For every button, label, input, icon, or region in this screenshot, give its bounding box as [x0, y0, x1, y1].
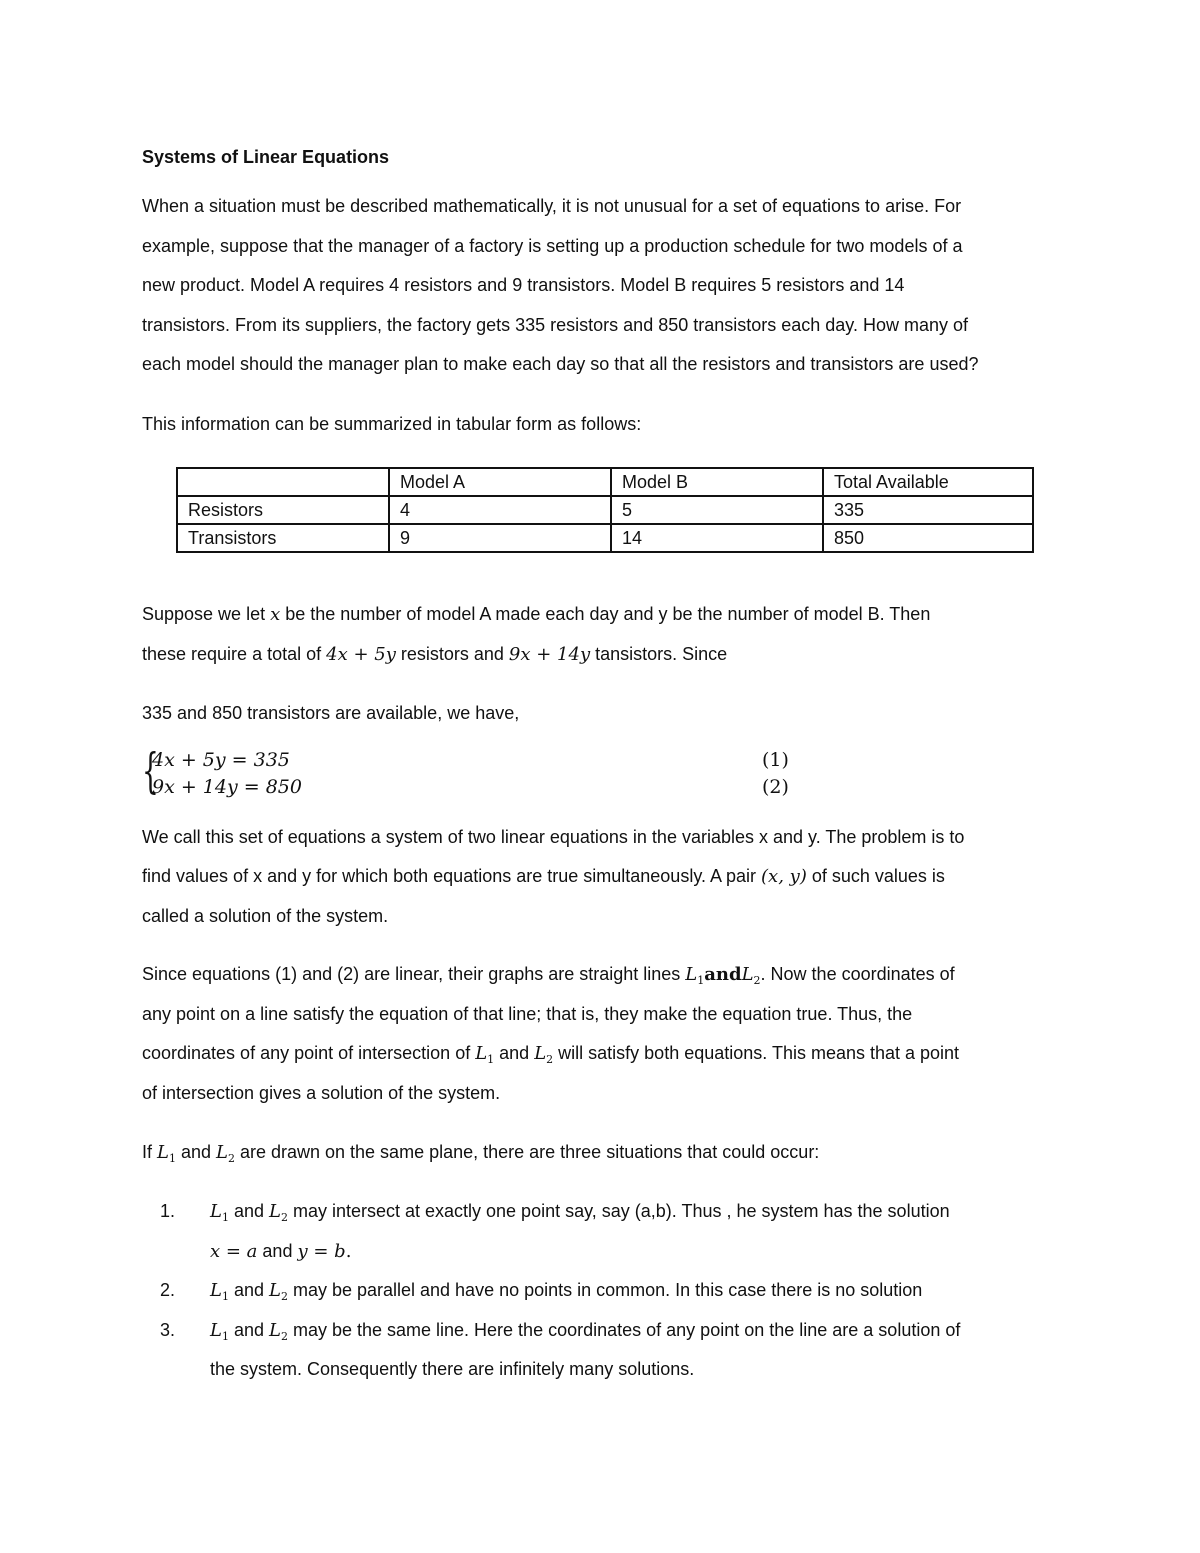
line-symbol: L [685, 964, 698, 985]
text-run: tansistors. Since [590, 644, 728, 664]
subscript: 1 [221, 1330, 229, 1343]
text-run: may intersect at exactly one point say, say (a,b). Thus , he system has the solution [287, 1201, 950, 1221]
math-expression: 4x + 5y [326, 644, 396, 665]
text-run: . [345, 1241, 352, 1262]
table-cell: 5 [611, 496, 823, 524]
table-header-row [177, 468, 1033, 496]
list-item [210, 1279, 922, 1308]
text-run: find values of x and y for which both equations are true simultaneously. A pair [142, 866, 762, 886]
math-variable [742, 964, 761, 985]
math-variable [269, 1201, 288, 1222]
table-cell: Transistors [177, 524, 389, 552]
intro-line-4: transistors. From its suppliers, the factory gets 335 resistors and 850 transistors each day. How many of [142, 315, 969, 335]
text-run: and [257, 1241, 298, 1261]
math-variable [216, 1142, 235, 1163]
intro-line-1: When a situation must be described mathematically, it is not unusual for a set of equations to arise. For [142, 196, 962, 216]
subscript: 2 [753, 974, 761, 987]
math-variable [685, 964, 704, 985]
text-run: Suppose we let [142, 604, 271, 624]
table-cell: 4 [389, 496, 611, 524]
line-symbol: L [157, 1142, 169, 1163]
text-run: of such values is [806, 866, 945, 886]
equation-2-number: (2) [762, 776, 789, 798]
text-run: and [494, 1043, 535, 1063]
subscript: 2 [280, 1211, 288, 1224]
since-line-2: any point on a line satisfy the equation of that line; that is, they make the equation true. Thus, the [142, 1004, 913, 1024]
table-header-cell: Model B [611, 468, 823, 496]
list-number: 3. [160, 1320, 176, 1340]
since-line-1 [142, 963, 955, 992]
subscript: 1 [487, 1053, 495, 1066]
text-run: resistors and [395, 644, 509, 664]
subscript: 2 [280, 1290, 288, 1303]
math-variable [269, 1280, 288, 1301]
text-run: and [175, 1142, 217, 1162]
table-cell: 9 [389, 524, 611, 552]
subscript: 1 [697, 974, 705, 987]
if-line [142, 1141, 819, 1170]
subscript: 1 [221, 1211, 229, 1224]
suppose-line-3: 335 and 850 transistors are available, we have, [142, 703, 520, 723]
math-and: and [704, 964, 742, 985]
table-row [177, 524, 1033, 552]
math-expression: (x, y) [761, 866, 807, 887]
text-run: . Now the coordinates of [760, 964, 955, 984]
subscript: 2 [280, 1330, 288, 1343]
since-line-3 [142, 1042, 959, 1071]
table-cell: 14 [611, 524, 823, 552]
table-header-cell [177, 468, 389, 496]
line-symbol: L [269, 1280, 281, 1301]
list-number: 1. [160, 1201, 176, 1221]
table-cell: 335 [823, 496, 1033, 524]
intro-line-5: each model should the manager plan to make each day so that all the resistors and transistors are used? [142, 354, 979, 374]
line-symbol: L [741, 964, 754, 985]
equation-2: 9x + 14y = 850 [152, 776, 302, 798]
math-variable [269, 1320, 288, 1341]
table-cell: Resistors [177, 496, 389, 524]
text-run: will satisfy both equations. This means that a point [553, 1043, 960, 1063]
text-run: and [228, 1320, 269, 1340]
text-run: may be the same line. Here the coordinates of any point on the line are a solution of [287, 1320, 961, 1340]
math-variable [210, 1320, 229, 1341]
text-run: coordinates of any point of intersection of [142, 1043, 476, 1063]
equation-1: 4x + 5y = 335 [152, 749, 290, 771]
math-expression: 9x + 14y [508, 644, 591, 665]
line-symbol: L [210, 1201, 222, 1222]
line-symbol: L [534, 1043, 547, 1064]
list-item-continuation [210, 1240, 351, 1263]
math-variable [210, 1280, 229, 1301]
text-run: If [142, 1142, 158, 1162]
suppose-line-2 [142, 643, 727, 666]
call-line-1: We call this set of equations a system of two linear equations in the variables x and y. The problem is to [142, 827, 965, 847]
list-number: 2. [160, 1280, 176, 1300]
list-item [210, 1319, 960, 1348]
subscript: 1 [168, 1152, 176, 1165]
since-line-4: of intersection gives a solution of the system. [142, 1083, 501, 1103]
subscript: 1 [221, 1290, 229, 1303]
system-brace: { [142, 743, 159, 799]
table-header-cell: Total Available [823, 468, 1033, 496]
line-symbol: L [269, 1320, 281, 1341]
suppose-line-1 [142, 603, 930, 626]
intro-line-3: new product. Model A requires 4 resistors and 9 transistors. Model B requires 5 resistors and 14 [142, 275, 905, 295]
text-run: may be parallel and have no points in common. In this case there is no solution [287, 1280, 923, 1300]
equation-1-number: (1) [762, 749, 789, 771]
subscript: 2 [227, 1152, 235, 1165]
line-symbol: L [216, 1142, 228, 1163]
components-table [176, 467, 1034, 553]
math-expression: x = a [210, 1241, 258, 1262]
line-symbol: L [269, 1201, 281, 1222]
math-expression: y = b [297, 1241, 346, 1262]
text-run: Since equations (1) and (2) are linear, their graphs are straight lines [142, 964, 686, 984]
text-run: and [228, 1201, 269, 1221]
subscript: 2 [546, 1053, 554, 1066]
list-item-continuation: the system. Consequently there are infinitely many solutions. [210, 1359, 695, 1379]
math-variable [210, 1201, 229, 1222]
table-cell: 850 [823, 524, 1033, 552]
text-run: these require a total of [142, 644, 327, 664]
page-title: Systems of Linear Equations [142, 147, 390, 167]
math-variable [475, 1043, 494, 1064]
math-variable [534, 1043, 553, 1064]
math-variable: x [270, 604, 281, 625]
text-run: be the number of model A made each day and y be the number of model B. Then [280, 604, 931, 624]
call-line-2 [142, 865, 945, 888]
table-intro: This information can be summarized in tabular form as follows: [142, 414, 642, 434]
text-run: and [228, 1280, 269, 1300]
line-symbol: L [210, 1320, 222, 1341]
call-line-3: called a solution of the system. [142, 906, 389, 926]
table-header-cell: Model A [389, 468, 611, 496]
line-symbol: L [475, 1043, 488, 1064]
intro-line-2: example, suppose that the manager of a factory is setting up a production schedule for two models of a [142, 236, 963, 256]
line-symbol: L [210, 1280, 222, 1301]
text-run: are drawn on the same plane, there are three situations that could occur: [234, 1142, 820, 1162]
table-row [177, 496, 1033, 524]
math-variable [157, 1142, 176, 1163]
list-item [210, 1200, 950, 1229]
